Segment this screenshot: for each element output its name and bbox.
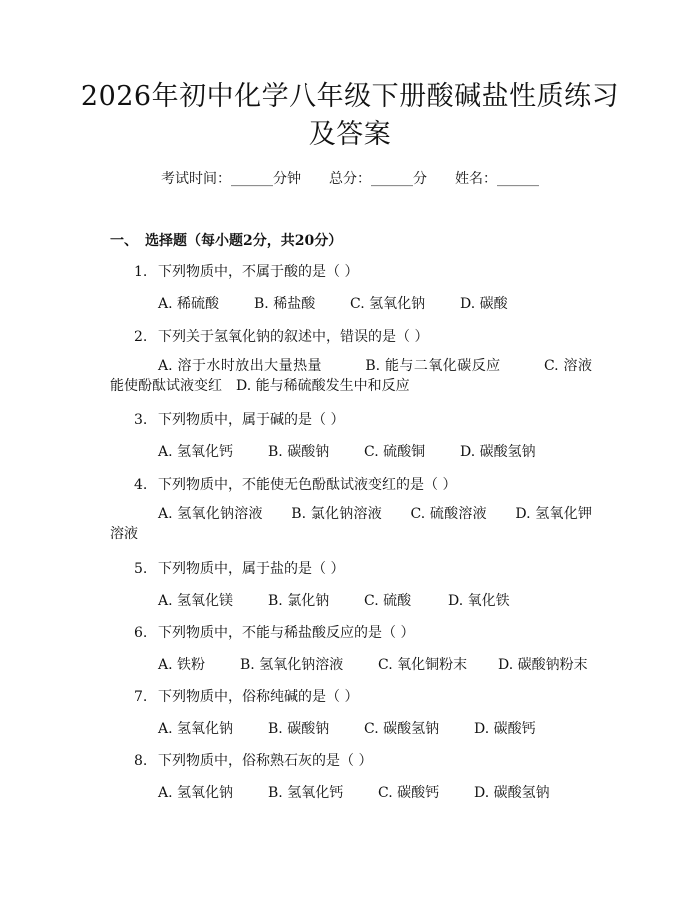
options-row — [158, 293, 508, 313]
question-number: 2. — [134, 329, 148, 345]
options-block — [110, 504, 592, 544]
question — [134, 558, 344, 578]
option: C. 碳酸氢钠 — [364, 721, 440, 737]
option: C. 硫酸溶液 — [410, 506, 487, 522]
section-heading: 一、 选择题（每小题2分，共20分） — [110, 233, 343, 249]
option: A. 氢氧化钙 — [158, 444, 234, 460]
option: D. 能与稀硫酸发生中和反应 — [236, 378, 410, 394]
options-row — [158, 590, 510, 610]
option: A. 稀硫酸 — [158, 296, 220, 312]
option: B. 碳酸钠 — [268, 444, 330, 460]
question-number: 4. — [134, 477, 148, 493]
option: A. 氢氧化镁 — [158, 593, 234, 609]
option: D. 氢氧化钾溶液 — [110, 506, 593, 542]
options-row — [158, 441, 536, 461]
question — [134, 326, 428, 346]
option: D. 碳酸氢钠 — [460, 444, 536, 460]
title-line-2: 及答案 — [308, 119, 392, 150]
option: D. 碳酸 — [460, 296, 508, 312]
option: B. 氯化钠 — [268, 593, 330, 609]
question-text: 下列物质中，俗称熟石灰的是（ ） — [158, 753, 373, 769]
question-text: 下列物质中，俗称纯碱的是（ ） — [158, 689, 359, 705]
question-number: 7. — [134, 689, 148, 705]
options-row — [158, 718, 536, 738]
option: D. 氧化铁 — [448, 593, 510, 609]
option: B. 氯化钠溶液 — [291, 506, 382, 522]
question-number: 5. — [134, 561, 148, 577]
option: C. 溶液能使酚酞试液变红 — [110, 358, 592, 394]
option: C. 碳酸钙 — [378, 785, 440, 801]
option: B. 氢氧化钙 — [268, 785, 344, 801]
option: D. 碳酸氢钠 — [474, 785, 550, 801]
title-line-1: 2026年初中化学八年级下册酸碱盐性质练习 — [80, 81, 620, 112]
options-block — [110, 356, 592, 396]
option: C. 氢氧化钠 — [350, 296, 426, 312]
option: D. 碳酸钙 — [474, 721, 536, 737]
question-number: 6. — [134, 625, 148, 641]
page-title — [60, 78, 640, 154]
question-number: 8. — [134, 753, 148, 769]
option: C. 氧化铜粉末 — [378, 657, 468, 673]
question — [134, 622, 414, 642]
question — [134, 409, 344, 429]
option: B. 能与二氧化碳反应 — [365, 358, 501, 374]
option: A. 氢氧化钠溶液 — [158, 506, 263, 522]
option: D. 碳酸钠粉末 — [498, 657, 588, 673]
question-text: 下列物质中，属于碱的是（ ） — [158, 412, 345, 428]
exam-info — [0, 168, 700, 188]
option: A. 铁粉 — [158, 657, 206, 673]
option: C. 硫酸 — [364, 593, 412, 609]
option: A. 氢氧化钠 — [158, 721, 234, 737]
question — [134, 750, 372, 770]
option: A. 溶于水时放出大量热量 — [158, 358, 322, 374]
question-text: 下列物质中，不能使无色酚酞试液变红的是（ ） — [158, 477, 457, 493]
option: A. 氢氧化钠 — [158, 785, 234, 801]
exam-time: 考试时间：______分钟 — [161, 171, 301, 187]
option: B. 氢氧化钠溶液 — [240, 657, 344, 673]
option: B. 碳酸钠 — [268, 721, 330, 737]
options-row — [158, 654, 588, 674]
question — [134, 474, 456, 494]
option: C. 硫酸铜 — [364, 444, 426, 460]
options-row — [158, 782, 550, 802]
total-score: 总分：______分 — [329, 171, 427, 187]
question-number: 1. — [134, 264, 148, 280]
question-text: 下列物质中，不属于酸的是（ ） — [158, 264, 359, 280]
question — [134, 686, 358, 706]
question-text: 下列关于氢氧化钠的叙述中，错误的是（ ） — [158, 329, 429, 345]
question-number: 3. — [134, 412, 148, 428]
question-text: 下列物质中，不能与稀盐酸反应的是（ ） — [158, 625, 415, 641]
question-text: 下列物质中，属于盐的是（ ） — [158, 561, 345, 577]
question — [134, 261, 358, 281]
student-name: 姓名：______ — [455, 171, 539, 187]
option: B. 稀盐酸 — [254, 296, 316, 312]
